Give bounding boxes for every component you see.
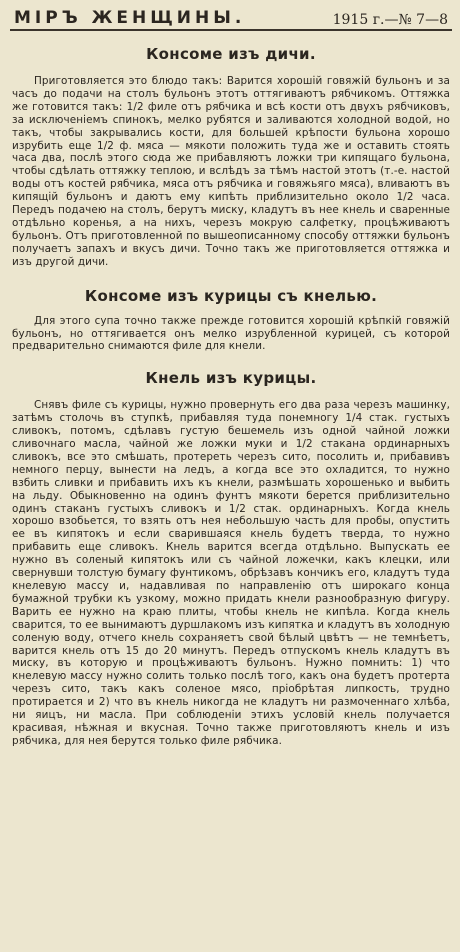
magazine-title: МІРЪ ЖЕНЩИНЫ. bbox=[14, 8, 246, 28]
section-title-chicken-consomme: Консоме изъ курицы съ кнелью. bbox=[84, 286, 378, 305]
section-body-chicken-quenelle: Снявъ филе съ курицы, нужно провернуть его два раза черезъ машинку, затѣмъ столочь въ ступкѣ, прибавляя туда понемногу 1/4 стак. густыхъ сливокъ, потомъ, сдѣлавъ густую бешемель изъ одной чайной ложки сливочнаго масла, чайной же ложки муки и 1/2 стакана ординарныхъ сливокъ, все это смѣшать, протереть черезъ сито, посолить и, прибавивъ немного перцу, вынести на ледъ, а когда все это охладится, то нужно взбить сливки и прибавить ихъ къ кнели, размѣшать хорошенько и выбить на льду. Обыкновенно на одинъ фунтъ мякоти берется приблизительно одинъ стаканъ густыхъ сливокъ и 1/2 стак. ординарныхъ. Когда кнель хорошо взобьется, то взять отъ нея небольшую часть для пробы, опустить ее въ кипятокъ и если сварившаяся кнель будетъ тверда, то нужно прибавить еще сливокъ. Кнель варится всегда отдѣльно. Выпускать ее нужно въ соленый кипятокъ или съ чайной ложечки, какъ клецки, или свернувши толстую бумагу фунтикомъ, обрѣзавъ кончикъ его, кладутъ туда кнелевую массу и, надавливая по направленію отъ широкаго конца бумажной трубки къ узкому, можно придать кнели разнообразную фигуру. Варить ее нужно на краю плиты, чтобы кнель не кипѣла. Когда кнель сварится, то ее вынимаютъ дуршлакомъ изъ кипятка и кладутъ въ холодную соленую воду, отчего кнель сохраняетъ свой бѣлый цвѣтъ — не темнѣетъ, варится кнель отъ 15 до 20 минутъ. Передъ отпускомъ кнель кладутъ въ миску, въ которую и процѣживаютъ бульонъ. Нужно помнить: 1) что кнелевую массу нужно солить только послѣ того, какъ она будетъ протерта черезъ сито, такъ какъ соленое мясо, пріобрѣтая липкость, трудно протирается и 2) что въ кнель никогда не кладутъ ни размоченнаго хлѣба, ни яицъ, ни масла. При соблюденіи этихъ условій кнель получается красивая, нѣжная и вкусная. Точно также приготовляютъ кнель и изъ рябчика, для нея берутся только филе рябчика. bbox=[12, 399, 450, 747]
section-title-chicken-quenelle: Кнель изъ курицы. bbox=[145, 369, 317, 388]
section-title-game-consomme: Консоме изъ дичи. bbox=[146, 45, 316, 63]
issue-number: 1915 г.—№ 7—8 bbox=[332, 12, 448, 28]
section-body-chicken-consomme: Для этого супа точно также прежде готовится хорошій крѣпкій говяжій бульонъ, но оттягивается онъ мелко изрубленной курицей, съ которой предварительно снимаются филе для кнели. bbox=[12, 314, 450, 353]
section-body-game-consomme: Приготовляется это блюдо такъ: Варится хорошій говяжій бульонъ и за часъ до подачи на столъ бульонъ этотъ оттягиваютъ рябчикомъ. Оттяжка же готовится такъ: 1/2 филе отъ рябчика и всѣ кости отъ двухъ рябчиковъ, за исключеніемъ спинокъ, мелко рубятся и заливаются холодной водой, но такъ, чтобы закрывались кости, для большей крѣпости бульона хорошо изрубить еще 1/2 ф. мяса — мякоти положить туда же и оставить стоять часа два, послѣ этого сюда же прибавляютъ ложки три кипящаго бульона, чтобы сдѣлать оттяжку теплою, и вслѣдъ за тѣмъ настой этотъ (т.-е. настой воды отъ костей рябчика, мяса отъ рябчика и говяжьяго мяса), вливаютъ въ кипящій бульонъ и даютъ ему кипѣть приблизительно около 1/2 часа. Передъ подачею на столъ, берутъ миску, кладутъ въ нее кнель и сваренные отдѣльно коренья, а на нихъ, черезъ мокрую салфетку, процѣживаютъ бульонъ. Отъ приготовленной по вышеописанному способу оттяжки бульонъ получаетъ запахъ и вкусъ дичи. Точно такъ же приготовляется оттяжка и изъ другой дичи. bbox=[12, 75, 450, 268]
masthead bbox=[10, 0, 452, 31]
